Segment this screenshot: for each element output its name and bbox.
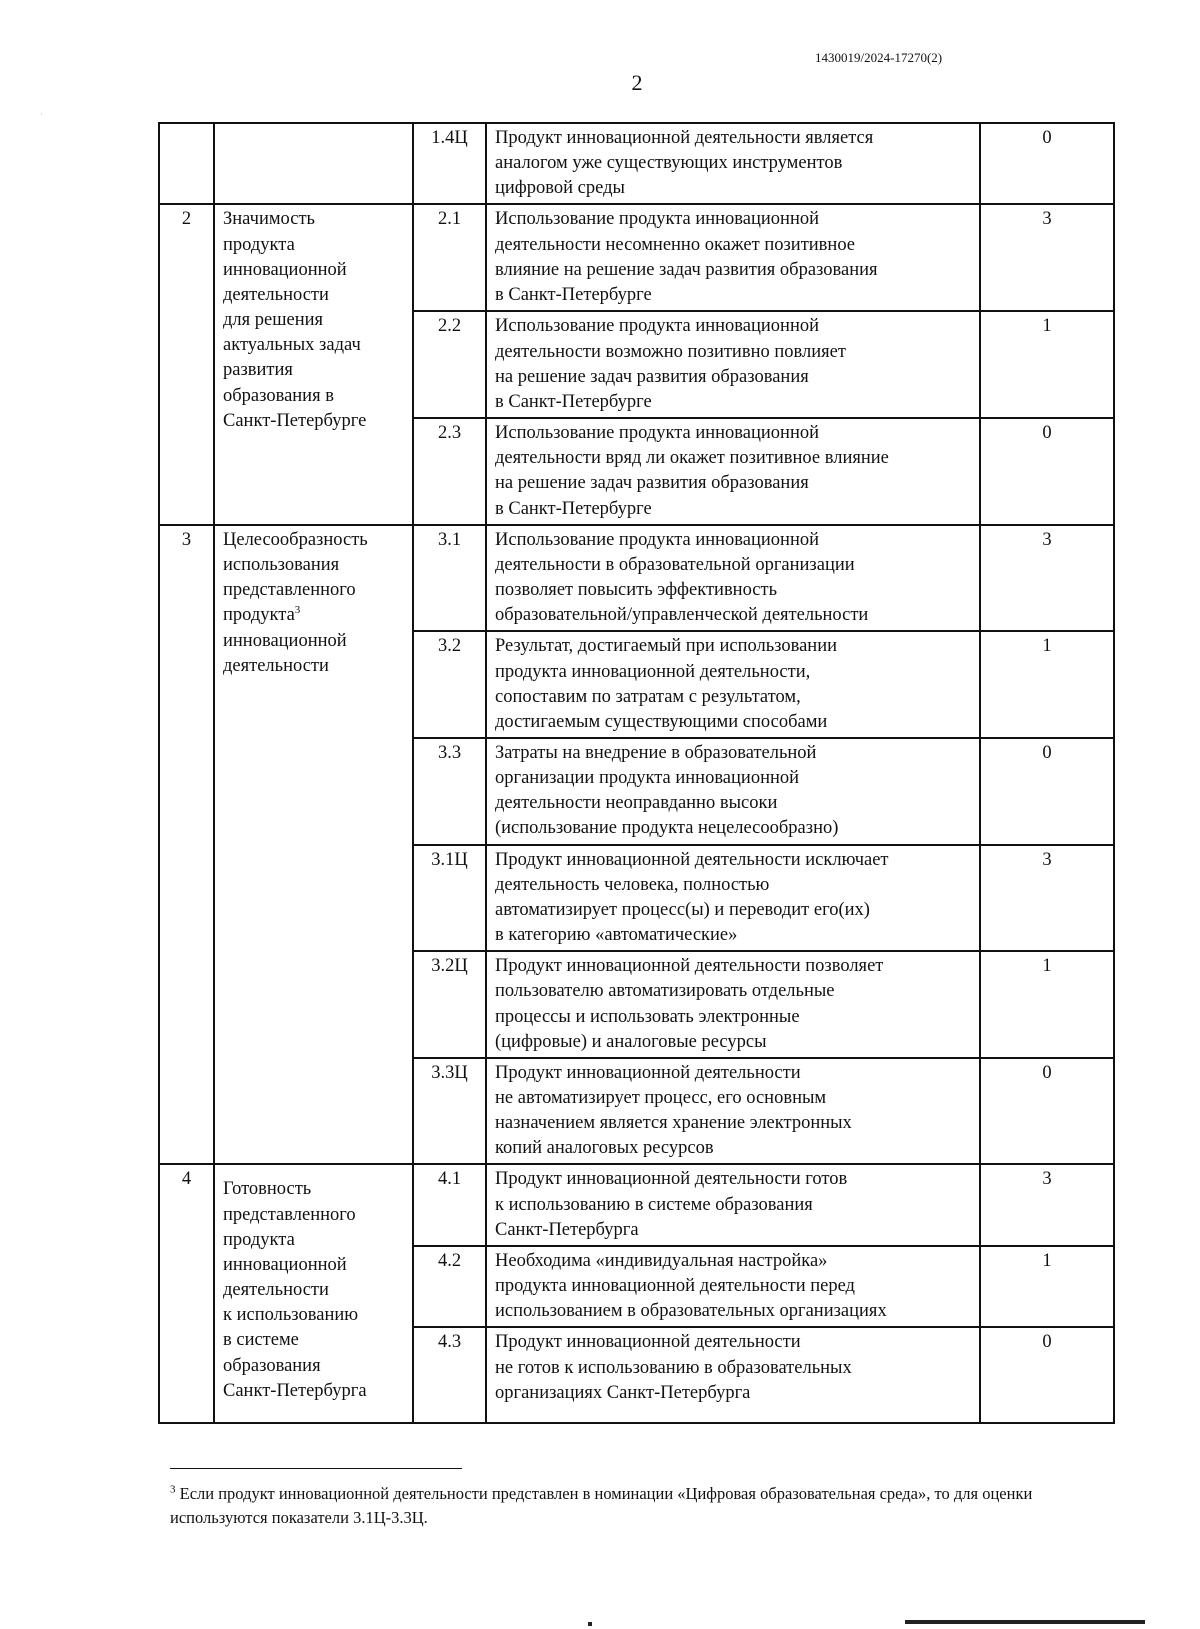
indicator-score: 0	[980, 1058, 1114, 1165]
indicator-score: 3	[980, 525, 1114, 632]
indicator-description: Продукт инновационной деятельности не готов к использованию в образовательных организациях Санкт-Петербурга	[486, 1327, 980, 1423]
scan-artifact	[588, 1622, 592, 1626]
criterion-name-cell	[214, 123, 413, 204]
indicator-score: 3	[980, 1164, 1114, 1245]
scan-artifact	[905, 1620, 1145, 1624]
indicator-code: 2.1	[413, 204, 486, 311]
footnote-separator	[170, 1468, 462, 1469]
indicator-description: Продукт инновационной деятельности позволяет пользователю автоматизировать отдельные процессы и использовать электронные (цифровые) и аналоговые ресурсы	[486, 951, 980, 1058]
indicator-code: 3.1	[413, 525, 486, 632]
indicator-score: 0	[980, 1327, 1114, 1423]
indicator-description: Использование продукта инновационной деятельности несомненно окажет позитивное влияние на решение задач развития образования в Санкт-Петербурге	[486, 204, 980, 311]
criterion-name: Готовность представленного продукта инновационной деятельности к использованию в системе образования Санкт-Петербурга	[214, 1164, 413, 1423]
indicator-code: 3.2Ц	[413, 951, 486, 1058]
table-row	[159, 123, 1114, 204]
indicator-code: 2.3	[413, 418, 486, 525]
indicator-code: 3.3Ц	[413, 1058, 486, 1165]
criterion-name-text: инновационной деятельности	[223, 630, 347, 676]
indicator-description: Использование продукта инновационной деятельности возможно позитивно повлияет на решение задач развития образования в Санкт-Петербурге	[486, 311, 980, 418]
indicator-code: 3.2	[413, 631, 486, 738]
footnote-text: Если продукт инновационной деятельности представлен в номинации «Цифровая образовательная среда», то для оценки используются показатели 3.1Ц-3.3Ц.	[170, 1484, 1033, 1527]
indicator-description: Использование продукта инновационной деятельности вряд ли окажет позитивное влияние на решение задач развития образования в Санкт-Петербурге	[486, 418, 980, 525]
footnote-marker: 3	[170, 1483, 176, 1496]
criteria-table	[158, 122, 1115, 1424]
indicator-description: Результат, достигаемый при использовании продукта инновационной деятельности, сопоставим по затратам с результатом, достигаемым существующими способами	[486, 631, 980, 738]
page-number: 2	[631, 70, 643, 95]
indicator-description: Продукт инновационной деятельности является аналогом уже существующих инструментов цифровой среды	[486, 123, 980, 204]
indicator-description: Затраты на внедрение в образовательной организации продукта инновационной деятельности неоправданно высоки (использование продукта нецелесообразно)	[486, 738, 980, 845]
indicator-description: Продукт инновационной деятельности исключает деятельность человека, полностью автоматизирует процесс(ы) и переводит его(их) в категорию «автоматические»	[486, 845, 980, 952]
indicator-score: 0	[980, 123, 1114, 204]
document-id: 1430019/2024-17270(2)	[815, 50, 943, 65]
indicator-score: 1	[980, 311, 1114, 418]
criterion-number: 3	[159, 525, 214, 1165]
footnote	[170, 1482, 1130, 1530]
indicator-code: 4.1	[413, 1164, 486, 1245]
indicator-score: 0	[980, 418, 1114, 525]
indicator-description: Необходима «индивидуальная настройка» продукта инновационной деятельности перед использованием в образовательных организациях	[486, 1246, 980, 1327]
table-row	[159, 1164, 1114, 1245]
criterion-number-cell	[159, 123, 214, 204]
indicator-description: Использование продукта инновационной деятельности в образовательной организации позволяет повысить эффективность образовательной/управленческой деятельности	[486, 525, 980, 632]
indicator-description: Продукт инновационной деятельности не автоматизирует процесс, его основным назначением является хранение электронных копий аналоговых ресурсов	[486, 1058, 980, 1165]
criterion-name: Значимость продукта инновационной деятельности для решения актуальных задач развития образования в Санкт-Петербурге	[214, 204, 413, 524]
footnote-ref: 3	[294, 604, 301, 617]
indicator-description: Продукт инновационной деятельности готов к использованию в системе образования Санкт-Петербурга	[486, 1164, 980, 1245]
indicator-score: 1	[980, 631, 1114, 738]
table-row	[159, 525, 1114, 632]
indicator-score: 0	[980, 738, 1114, 845]
indicator-score: 1	[980, 1246, 1114, 1327]
criterion-number: 4	[159, 1164, 214, 1423]
indicator-code: 3.3	[413, 738, 486, 845]
indicator-code: 4.3	[413, 1327, 486, 1423]
indicator-code: 1.4Ц	[413, 123, 486, 204]
margin-mark: ·	[40, 110, 43, 119]
indicator-score: 3	[980, 845, 1114, 952]
indicator-code: 3.1Ц	[413, 845, 486, 952]
indicator-code: 2.2	[413, 311, 486, 418]
criterion-number: 2	[159, 204, 214, 524]
indicator-score: 3	[980, 204, 1114, 311]
indicator-score: 1	[980, 951, 1114, 1058]
indicator-code: 4.2	[413, 1246, 486, 1327]
criterion-name	[214, 525, 413, 1165]
table-row	[159, 204, 1114, 311]
criterion-name-text: Целесообразность использования представленного продукта	[223, 529, 368, 626]
